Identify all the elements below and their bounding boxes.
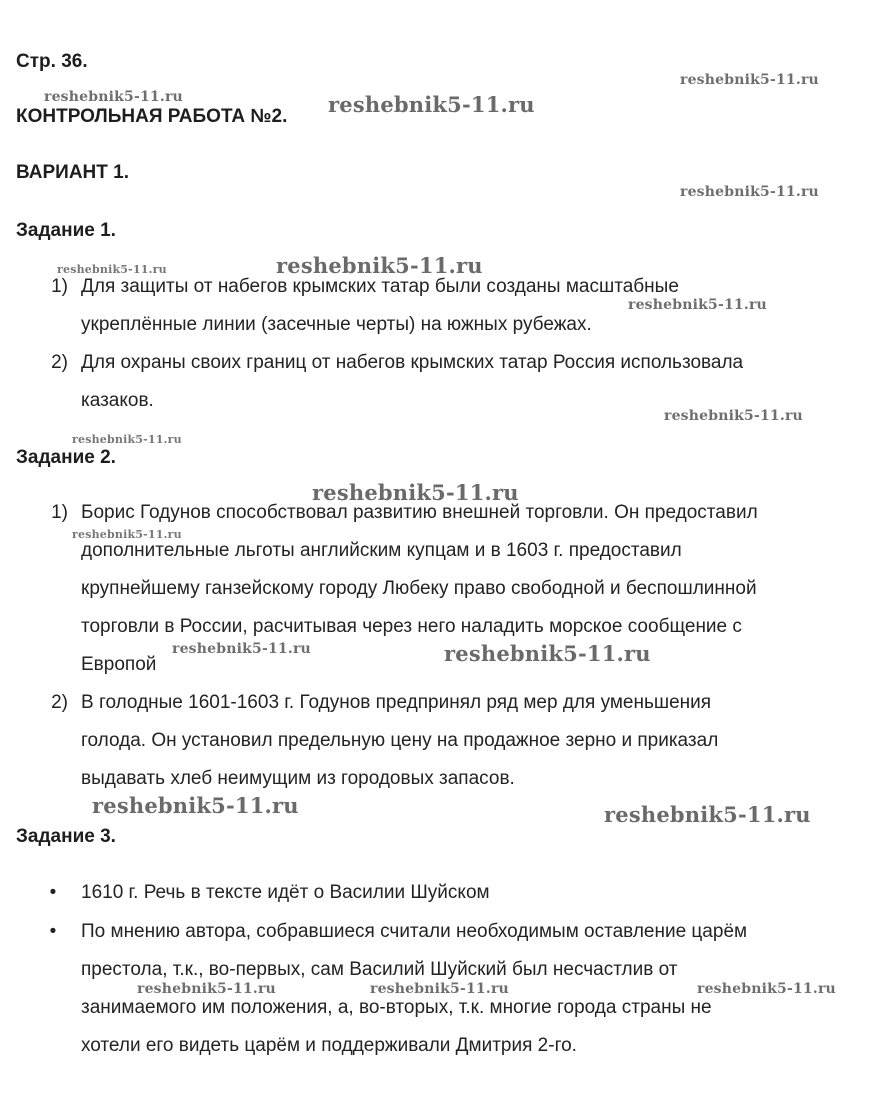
task3-title: Задание 3.	[16, 826, 116, 847]
watermark: reshebnik5-11.ru	[604, 802, 811, 827]
task2-item2-line3: выдавать хлеб неимущим из городовых запасов.	[81, 768, 515, 789]
watermark: reshebnik5-11.ru	[172, 641, 311, 657]
task1-item2-line2: казаков.	[81, 390, 154, 411]
watermark: reshebnik5-11.ru	[72, 528, 182, 541]
watermark: reshebnik5-11.ru	[137, 981, 276, 997]
task1-item2-line1: Для охраны своих границ от набегов крымских татар Россия использовала	[81, 352, 744, 373]
task2-item1-number: 1)	[51, 502, 68, 523]
task2-item2-number: 2)	[51, 692, 68, 713]
page-label: Стр. 36.	[16, 51, 88, 72]
task3-item1-line1: 1610 г. Речь в тексте идёт о Василии Шуйском	[81, 882, 490, 903]
task1-item1-number: 1)	[51, 276, 68, 297]
task3-item2-bullet: •	[49, 921, 57, 942]
task1-item2-number: 2)	[51, 352, 68, 373]
task3-item2-line4: хотели его видеть царём и поддерживали Дмитрия 2-го.	[81, 1035, 577, 1056]
watermark: reshebnik5-11.ru	[444, 641, 651, 666]
task3-item2-line1: По мнению автора, собравшиеся считали необходимым оставление царём	[81, 921, 748, 942]
task2-item1-line3: крупнейшему ганзейскому городу Любеку право свободной и беспошлинной	[81, 578, 757, 599]
watermark: reshebnik5-11.ru	[680, 184, 819, 200]
task2-item2-line2: голода. Он установил предельную цену на продажное зерно и приказал	[81, 730, 719, 751]
watermark: reshebnik5-11.ru	[44, 89, 183, 105]
watermark: reshebnik5-11.ru	[680, 72, 819, 88]
watermark: reshebnik5-11.ru	[276, 253, 483, 278]
watermark: reshebnik5-11.ru	[92, 793, 299, 818]
watermark: reshebnik5-11.ru	[697, 981, 836, 997]
watermark: reshebnik5-11.ru	[664, 408, 803, 424]
variant-title: ВАРИАНТ 1.	[16, 162, 129, 183]
task1-title: Задание 1.	[16, 220, 116, 241]
task3-item2-line3: занимаемого им положения, а, во-вторых, т.к. многие города страны не	[81, 997, 712, 1018]
watermark: reshebnik5-11.ru	[628, 297, 767, 313]
task3-item1-bullet: •	[49, 882, 57, 903]
task2-item1-line5: Европой	[81, 654, 157, 675]
task2-item1-line4: торговли в России, расчитывая через него наладить морское сообщение с	[81, 616, 742, 637]
task2-item1-line1: Борис Годунов способствовал развитию внешней торговли. Он предоставил	[81, 502, 758, 523]
watermark: reshebnik5-11.ru	[370, 981, 509, 997]
test-title: КОНТРОЛЬНАЯ РАБОТА №2.	[16, 106, 288, 127]
task2-title: Задание 2.	[16, 447, 116, 468]
task1-item1-line2: укреплённые линии (засечные черты) на южных рубежах.	[81, 314, 592, 335]
watermark: reshebnik5-11.ru	[328, 92, 535, 117]
watermark: reshebnik5-11.ru	[57, 263, 167, 276]
task2-item1-line2: дополнительные льготы английским купцам и в 1603 г. предоставил	[81, 540, 682, 561]
task3-item2-line2: престола, т.к., во-первых, сам Василий Шуйский был несчастлив от	[81, 959, 678, 980]
watermark: reshebnik5-11.ru	[312, 480, 519, 505]
watermark: reshebnik5-11.ru	[72, 433, 182, 446]
task1-item1-line1: Для защиты от набегов крымских татар были созданы масштабные	[81, 276, 679, 297]
task2-item2-line1: В голодные 1601-1603 г. Годунов предпринял ряд мер для уменьшения	[81, 692, 712, 713]
